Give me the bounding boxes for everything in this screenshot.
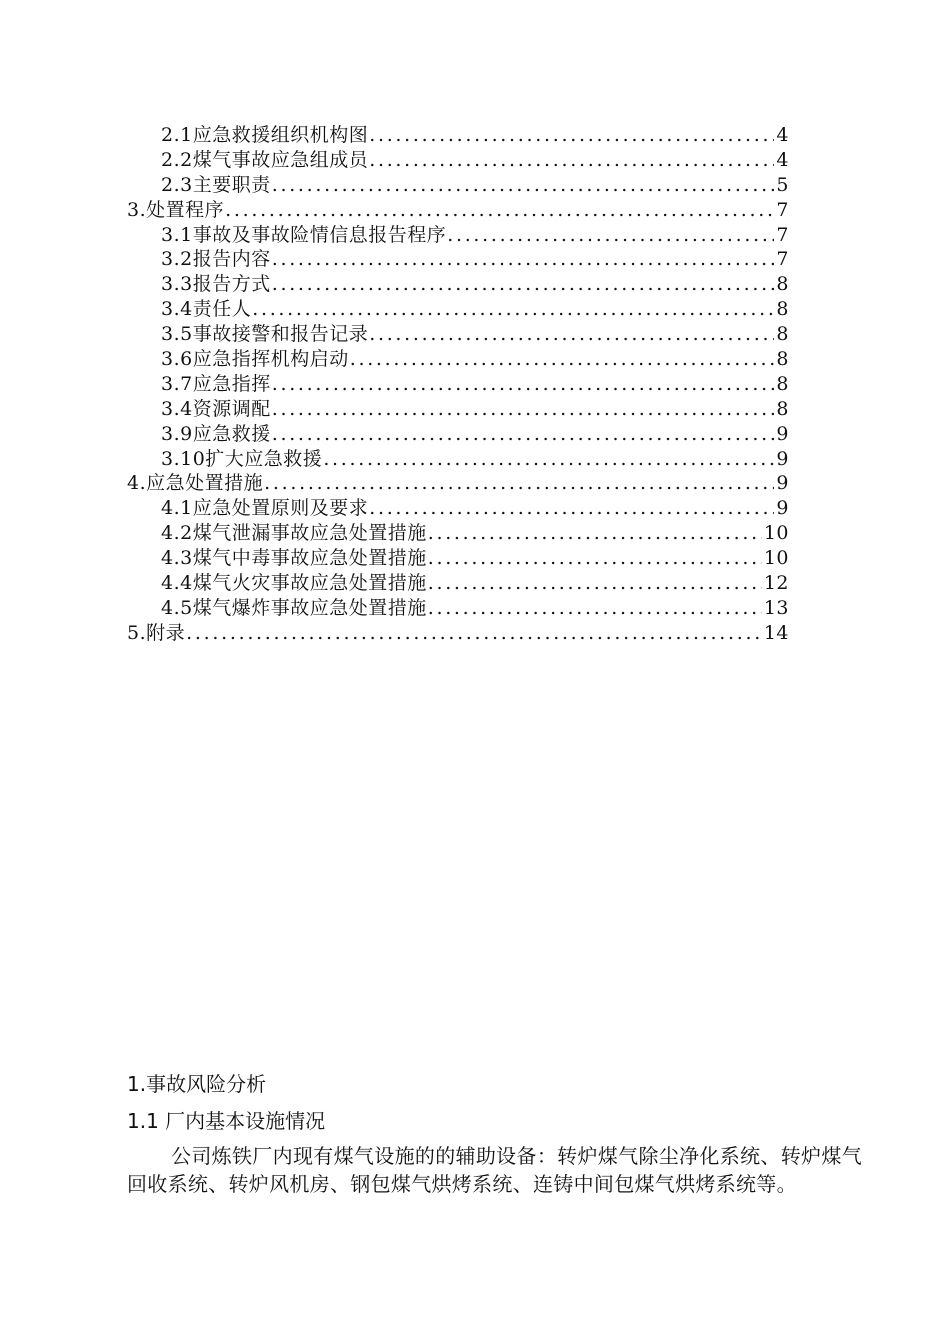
section-heading: 1.事故风险分析 (127, 1072, 267, 1096)
toc-entry-title: 3.处置程序 (127, 198, 225, 221)
toc-page-number: 10 (763, 547, 789, 570)
toc-entry[interactable] (127, 322, 789, 347)
toc-page-number: 14 (763, 621, 789, 644)
toc-entry[interactable] (127, 297, 789, 322)
toc-entry[interactable] (127, 422, 789, 447)
toc-page-number: 9 (776, 422, 789, 445)
toc-entry-title: 3.3报告方式 (161, 273, 271, 296)
toc-entry[interactable] (127, 123, 789, 148)
toc-entry[interactable] (127, 621, 789, 646)
toc-leader-dots (272, 173, 775, 198)
toc-entry-title: 3.1事故及事故险情信息报告程序 (161, 223, 447, 246)
toc-page-number: 7 (776, 223, 789, 246)
toc-entry-title: 4.3煤气中毒事故应急处置措施 (161, 547, 427, 570)
toc-entry-title: 4.2煤气泄漏事故应急处置措施 (161, 522, 427, 545)
toc-leader-dots (272, 422, 775, 447)
toc-entry[interactable] (127, 596, 789, 621)
toc-leader-dots (447, 223, 774, 248)
toc-leader-dots (252, 297, 774, 322)
toc-entry-title: 3.4责任人 (161, 298, 252, 321)
body-paragraph: 公司炼铁厂内现有煤气设施的的辅助设备：转炉煤气除尘净化系统、转炉煤气回收系统、转炉风机房、钢包煤气烘烤系统、连铸中间包煤气烘烤系统等。 (127, 1144, 862, 1196)
toc-entry-title: 2.3主要职责 (161, 173, 271, 196)
table-of-contents (127, 123, 789, 646)
toc-entry[interactable] (127, 447, 789, 472)
toc-leader-dots (272, 397, 775, 422)
toc-entry-title: 3.6应急指挥机构启动 (161, 348, 349, 370)
toc-leader-dots (428, 546, 762, 571)
toc-page-number: 9 (776, 497, 789, 520)
toc-leader-dots (369, 123, 774, 148)
toc-page-number: 9 (776, 447, 789, 470)
toc-page-number: 4 (776, 148, 789, 171)
toc-page-number: 9 (776, 472, 789, 495)
toc-entry[interactable] (127, 546, 789, 571)
toc-entry[interactable] (127, 471, 789, 496)
toc-leader-dots (323, 447, 774, 472)
toc-page-number: 8 (776, 273, 789, 296)
toc-page-number: 12 (763, 572, 789, 595)
toc-leader-dots (350, 347, 775, 372)
toc-entry[interactable] (127, 198, 789, 223)
toc-page-number: 7 (776, 248, 789, 271)
toc-page-number: 13 (763, 596, 789, 619)
toc-entry[interactable] (127, 223, 789, 248)
toc-leader-dots (225, 198, 774, 223)
toc-page-number: 4 (776, 123, 789, 146)
toc-leader-dots (272, 272, 775, 297)
toc-entry-title: 2.2煤气事故应急组成员 (161, 148, 369, 171)
toc-entry-title: 4.1应急处置原则及要求 (161, 497, 369, 520)
toc-page-number: 7 (776, 198, 789, 221)
toc-leader-dots (428, 596, 762, 621)
toc-entry-title: 5.附录 (127, 621, 186, 644)
toc-page-number: 5 (776, 173, 789, 196)
toc-entry[interactable] (127, 571, 789, 596)
toc-entry[interactable] (127, 521, 789, 546)
toc-entry-title: 4.应急处置措施 (127, 472, 264, 495)
toc-entry-title: 4.4煤气火灾事故应急处置措施 (161, 572, 427, 595)
toc-entry[interactable] (127, 397, 789, 422)
toc-entry-title: 4.5煤气爆炸事故应急处置措施 (161, 596, 427, 619)
toc-entry[interactable] (127, 247, 789, 272)
toc-entry[interactable] (127, 496, 789, 521)
toc-entry[interactable] (127, 173, 789, 198)
toc-leader-dots (369, 496, 774, 521)
toc-leader-dots (272, 372, 775, 397)
toc-entry[interactable] (127, 372, 789, 397)
toc-page-number: 8 (776, 348, 789, 370)
toc-entry[interactable] (127, 148, 789, 173)
toc-page-number: 10 (763, 522, 789, 545)
toc-entry-title: 3.2报告内容 (161, 248, 271, 271)
toc-entry-title: 3.10扩大应急救援 (161, 447, 323, 470)
toc-leader-dots (369, 148, 774, 173)
toc-leader-dots (428, 521, 762, 546)
toc-entry-title: 3.5事故接警和报告记录 (161, 323, 369, 346)
toc-leader-dots (369, 322, 774, 347)
toc-entry-title: 3.4资源调配 (161, 397, 271, 420)
toc-page-number: 8 (776, 323, 789, 346)
toc-entry[interactable] (127, 347, 789, 372)
toc-entry-title: 2.1应急救援组织机构图 (161, 123, 369, 146)
toc-page-number: 8 (776, 298, 789, 321)
toc-entry-title: 3.9应急救援 (161, 422, 271, 445)
toc-leader-dots (186, 621, 762, 646)
subsection-heading: 1.1 厂内基本设施情况 (127, 1109, 326, 1133)
toc-leader-dots (264, 471, 774, 496)
toc-entry-title: 3.7应急指挥 (161, 372, 271, 395)
toc-page-number: 8 (776, 372, 789, 395)
toc-page-number: 8 (776, 397, 789, 420)
toc-entry[interactable] (127, 272, 789, 297)
toc-leader-dots (272, 247, 775, 272)
toc-leader-dots (428, 571, 762, 596)
